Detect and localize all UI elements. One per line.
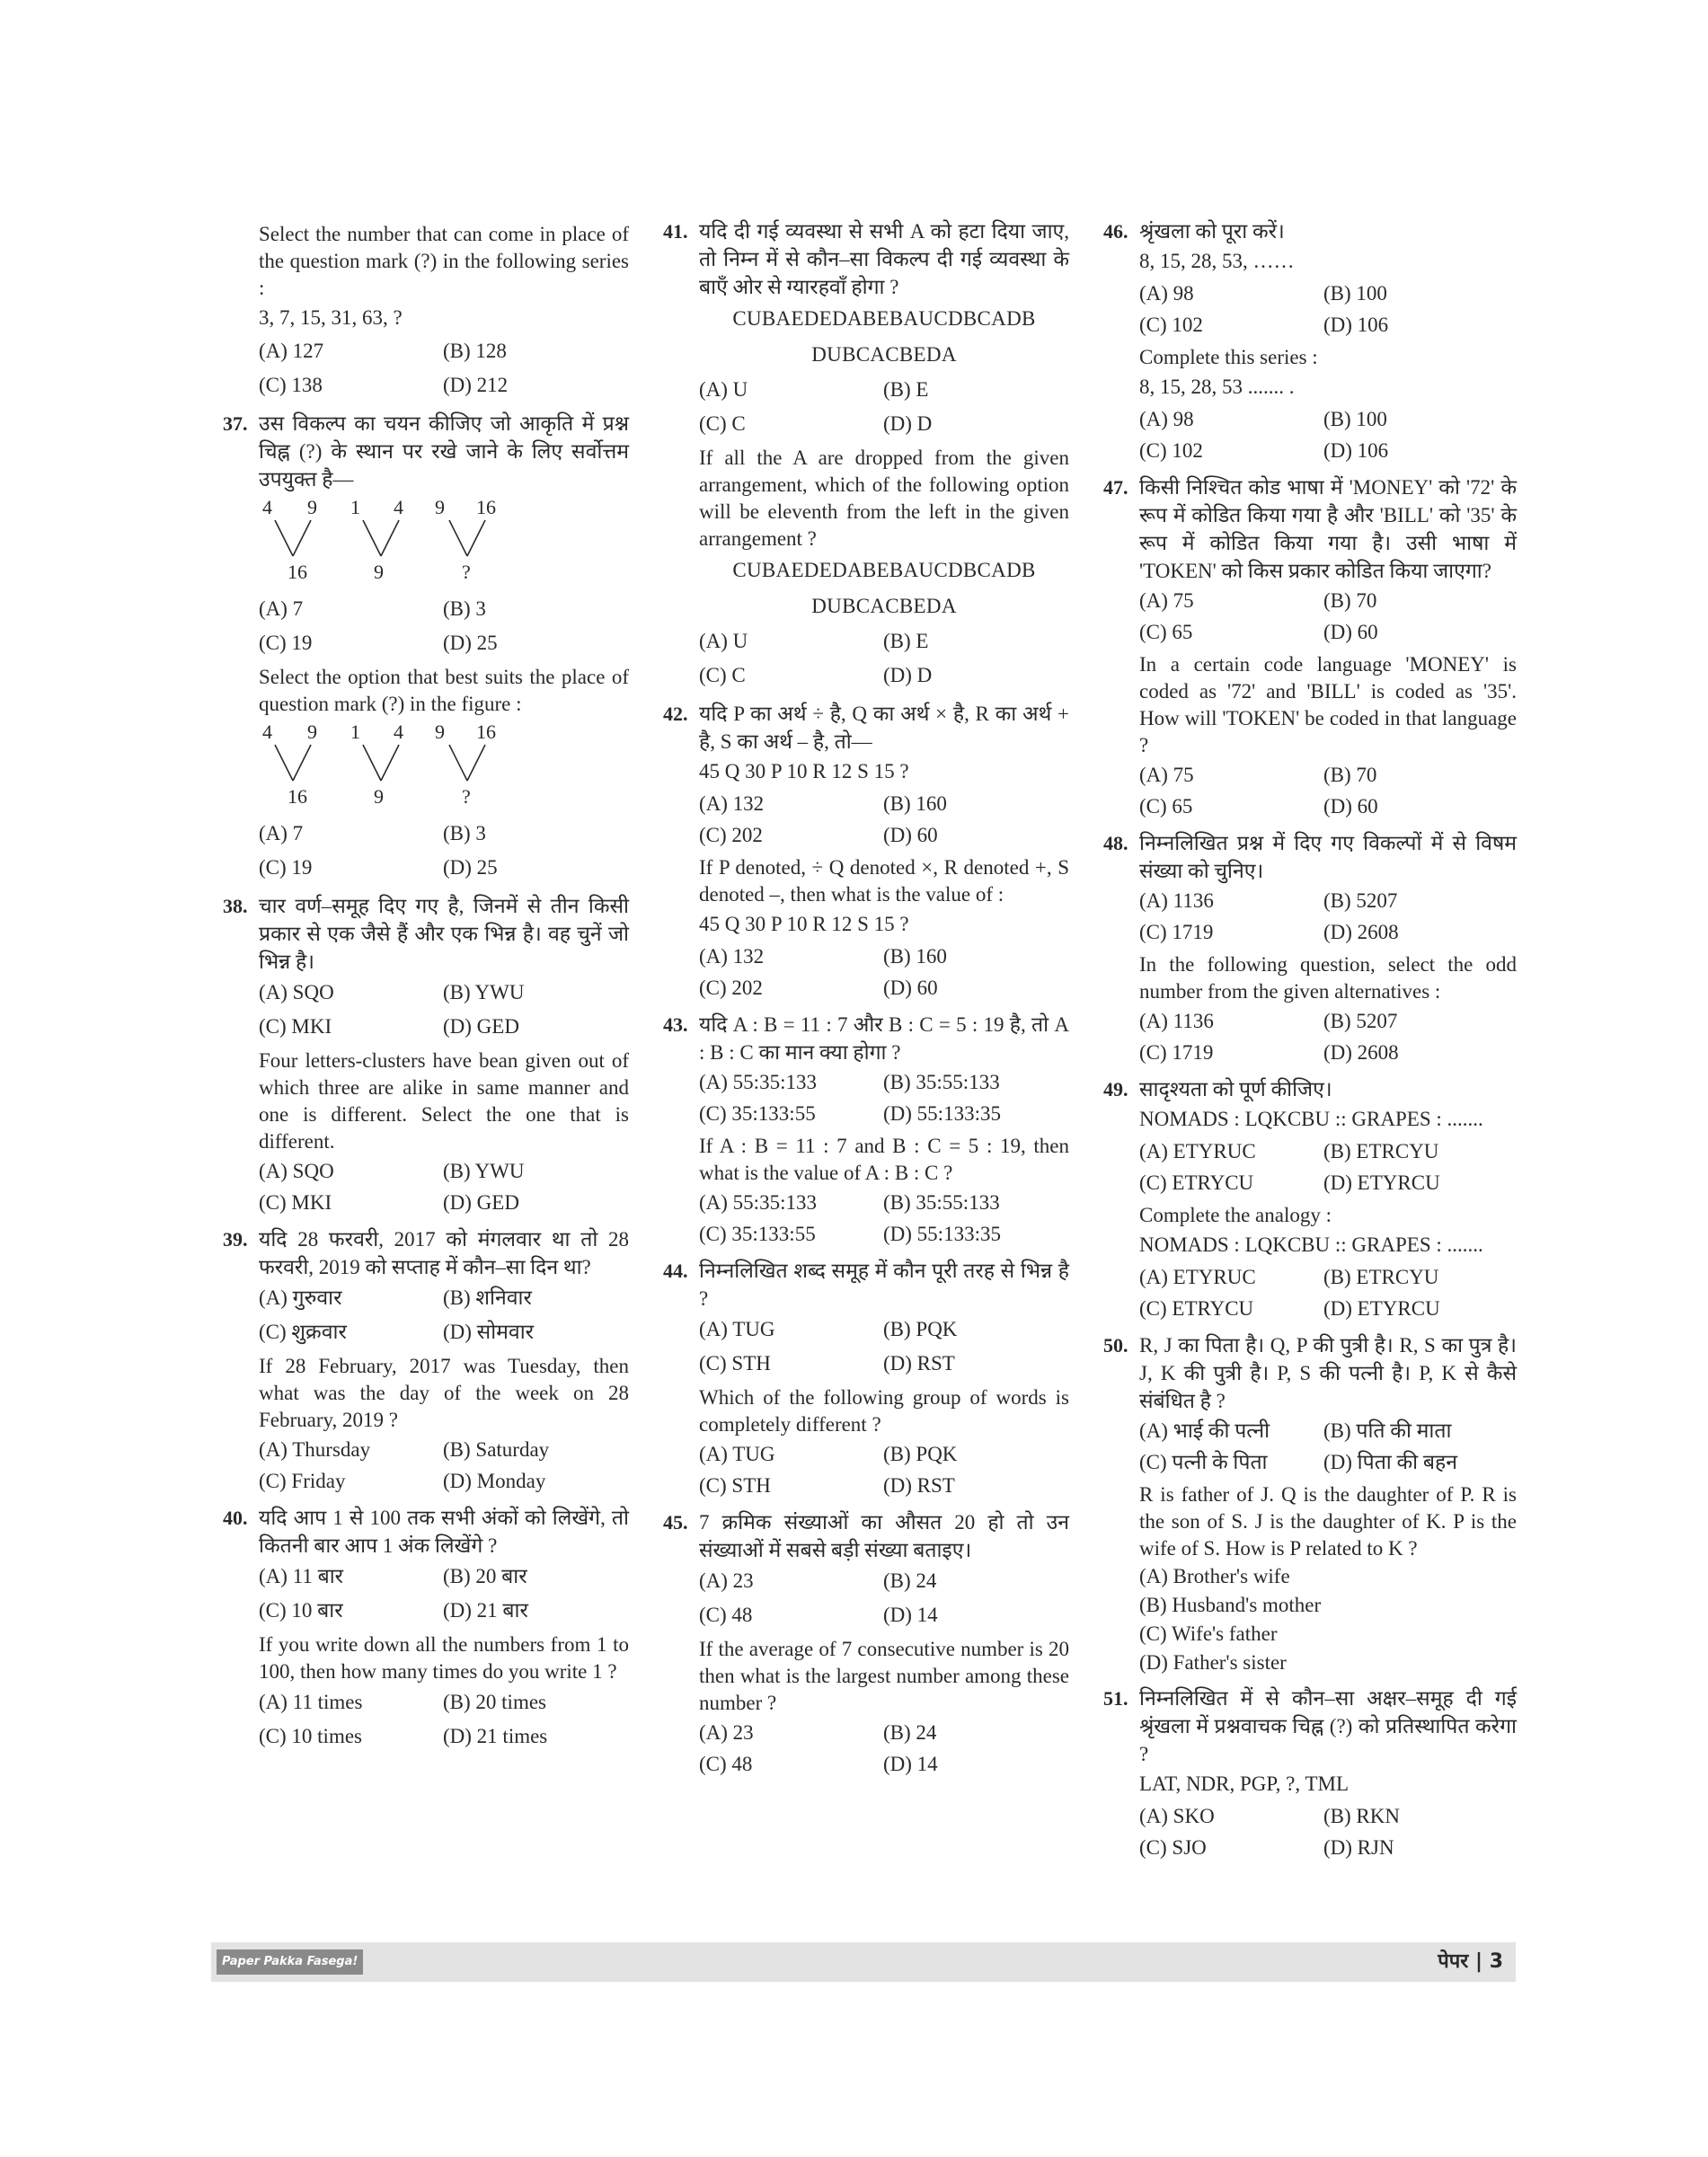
question-46-english: Complete this series : <box>1139 346 1318 368</box>
option-d: (D) 21 बार <box>443 1599 528 1622</box>
question-43 <box>663 1011 1069 1250</box>
option-c: (C) शुक्रवार <box>259 1321 347 1343</box>
option-d: (D) Monday <box>443 1470 546 1492</box>
option-d: (D) RST <box>883 1352 955 1375</box>
option-c: (C) 65 <box>1139 621 1193 643</box>
option-b: (B) RKN <box>1323 1805 1400 1827</box>
figure-number: 4 <box>394 720 403 743</box>
question-39-hindi: यदि 28 फरवरी, 2017 को मंगलवार था तो 28 फरवरी, 2019 को सप्ताह में कौन–सा दिन था? <box>259 1228 629 1278</box>
option-b: (B) 24 <box>883 1721 937 1744</box>
question-42-expression: 45 Q 30 P 10 R 12 S 15 ? <box>699 760 909 782</box>
v-line-1-1 <box>381 520 399 556</box>
option-c: (C) Friday <box>259 1470 346 1492</box>
question-50-english: R is father of J. Q is the daughter of P. R is the son of S. J is the daughter of K. P is the wife of S. How is P related to K ? <box>1139 1483 1517 1560</box>
question-41-number: 41. <box>663 220 688 243</box>
option-b: (B) पति की माता <box>1323 1419 1452 1442</box>
option-c: (C) 1719 <box>1139 1041 1214 1064</box>
figure-number: 1 <box>350 720 360 743</box>
option-d: (D) RJN <box>1323 1836 1394 1859</box>
question-49 <box>1103 1075 1517 1324</box>
option-d: (D) 60 <box>883 824 938 846</box>
question-42-hindi: यदि P का अर्थ ÷ है, Q का अर्थ × है, R का अर्थ + है, S का अर्थ – है, तो— <box>699 703 1069 753</box>
option-d: (D) सोमवार <box>443 1321 535 1343</box>
option-d: (D) पिता की बहन <box>1323 1451 1457 1473</box>
figure-number: 4 <box>394 496 403 518</box>
figure-number: 1 <box>350 496 360 518</box>
option-b: (B) E <box>883 378 929 401</box>
option-b: (B) 70 <box>1323 764 1377 786</box>
question-46-options-2 <box>1139 403 1517 466</box>
option-c: (C) 65 <box>1139 795 1193 818</box>
question-47-hindi: किसी निश्चित कोड भाषा में 'MONEY' को '72' के रूप में कोडित किया गया है और 'BILL' को '35' के रूप में कोडित किया गया है। उसी भाषा में 'TOKEN' को किस प्रकार कोडित किया जाएगा? <box>1139 476 1517 582</box>
option-d: (D) 55:133:35 <box>883 1223 1001 1245</box>
option-a: (A) 23 <box>699 1721 754 1744</box>
v-line-1-1 <box>381 745 399 781</box>
option-a: (A) 1136 <box>1139 1010 1214 1032</box>
question-49-english: Complete the analogy : <box>1139 1204 1332 1226</box>
option-a: (A) U <box>699 630 748 652</box>
v-line-2-0 <box>449 745 467 781</box>
question-41-options <box>699 373 1069 441</box>
question-36-options <box>259 334 629 402</box>
option-d: (D) 60 <box>1323 795 1378 818</box>
question-43-english: If A : B = 11 : 7 and B : C = 5 : 19, then what is the value of A : B : C ? <box>699 1135 1069 1184</box>
question-37-number: 37. <box>223 412 248 435</box>
question-48-options <box>1139 885 1517 948</box>
option-a: (A) ETYRUC <box>1139 1266 1256 1288</box>
option-c: (C) ETRYCU <box>1139 1297 1254 1320</box>
option-d: (D) 25 <box>443 632 498 654</box>
option-b: (B) 100 <box>1323 408 1387 430</box>
option-b: (B) 128 <box>443 340 507 362</box>
option-b: (B) YWU <box>443 981 525 1003</box>
option-a: (A) U <box>699 378 748 401</box>
option-a: (A) 98 <box>1139 282 1194 305</box>
option-a: (A) ETYRUC <box>1139 1140 1256 1162</box>
question-42-options-2 <box>699 941 1069 1003</box>
option-a: (A) 132 <box>699 945 765 968</box>
question-44-options <box>699 1313 1069 1381</box>
figure-number: 16 <box>288 785 307 808</box>
question-44-hindi: निम्नलिखित शब्द समूह में कौन पूरी तरह से भिन्न है ? <box>699 1260 1069 1310</box>
question-40-options <box>259 1560 629 1628</box>
option-c: (C) 202 <box>699 977 763 999</box>
option-a: (A) TUG <box>699 1443 775 1465</box>
question-47 <box>1103 473 1517 822</box>
option-c: (C) 102 <box>1139 439 1203 462</box>
question-51-options <box>1139 1800 1517 1863</box>
option-d: (D) 60 <box>883 977 938 999</box>
question-39-options-2 <box>259 1434 629 1497</box>
figure-number: 16 <box>476 496 496 518</box>
question-47-number: 47. <box>1103 476 1128 499</box>
option-c: (C) C <box>699 412 746 435</box>
question-41-sequence: CUBAEDEDABEBAUCDBCADB <box>732 307 1036 330</box>
page-num-value: 3 <box>1489 1950 1503 1973</box>
question-42 <box>663 700 1069 1003</box>
v-line-0-1 <box>293 520 311 556</box>
option-b: (B) 100 <box>1323 282 1387 305</box>
question-36 <box>223 221 629 402</box>
figure-number: 9 <box>374 561 384 583</box>
question-42-options <box>699 788 1069 851</box>
question-39 <box>223 1225 629 1497</box>
question-45-hindi: 7 क्रमिक संख्याओं का औसत 20 हो तो उन संख्याओं में सबसे बड़ी संख्या बताइए। <box>699 1511 1069 1561</box>
question-46-options <box>1139 278 1517 340</box>
question-41 <box>663 217 1069 693</box>
figure-number: 9 <box>435 720 445 743</box>
page-number <box>1438 1942 1503 1982</box>
option-c: (C) 35:133:55 <box>699 1223 816 1245</box>
question-50-options-2 <box>1139 1562 1517 1677</box>
question-42-expression-2: 45 Q 30 P 10 R 12 S 15 ? <box>699 913 909 935</box>
question-40-english: If you write down all the numbers from 1 to 100, then how many times do you write 1 ? <box>259 1633 629 1683</box>
question-45-options <box>699 1564 1069 1632</box>
option-a: (A) 98 <box>1139 408 1194 430</box>
option-a: (A) SQO <box>259 981 334 1003</box>
question-38-options <box>259 976 629 1044</box>
option-d: (D) 14 <box>883 1753 938 1775</box>
option-d: (D) 212 <box>443 374 509 396</box>
option-b: (B) 3 <box>443 597 486 620</box>
question-41-english: If all the A are dropped from the given arrangement, which of the following option will be eleventh from the left in the given arrangement ? <box>699 446 1069 550</box>
figure-number: 9 <box>435 496 445 518</box>
option-b: (B) 35:55:133 <box>883 1191 1000 1214</box>
question-39-options <box>259 1281 629 1349</box>
option-b: (B) 5207 <box>1323 1010 1398 1032</box>
option-b: (B) 160 <box>883 792 947 815</box>
question-48-number: 48. <box>1103 832 1128 854</box>
option-a: (A) Thursday <box>259 1438 371 1461</box>
v-line-2-1 <box>467 520 485 556</box>
option-b: (B) Saturday <box>443 1438 550 1461</box>
question-37-figure <box>262 497 496 587</box>
option-b: (B) 70 <box>1323 589 1377 612</box>
figure-number: 9 <box>374 785 384 808</box>
figure-number: 4 <box>262 720 272 743</box>
option-c: (C) पत्नी के पिता <box>1139 1451 1268 1473</box>
option-b: (B) शनिवार <box>443 1286 532 1309</box>
question-40-hindi: यदि आप 1 से 100 तक सभी अंकों को लिखेंगे, तो कितनी बार आप 1 अंक लिखेंगे ? <box>259 1507 629 1557</box>
option-b: (B) 24 <box>883 1569 937 1592</box>
question-47-options <box>1139 585 1517 648</box>
option-d: (D) 106 <box>1323 439 1389 462</box>
question-41-sequence-2: DUBCACBEDA <box>811 343 957 366</box>
question-41-sequence-4: DUBCACBEDA <box>811 595 957 617</box>
option-c: (C) 19 <box>259 632 313 654</box>
option-b: (B) 3 <box>443 822 486 844</box>
question-37-options-2 <box>259 817 629 885</box>
option-a: (A) 132 <box>699 792 765 815</box>
v-line-0-0 <box>275 520 293 556</box>
option-b: (B) PQK <box>883 1443 958 1465</box>
question-49-analogy: NOMADS : LQKCBU :: GRAPES : ....... <box>1139 1108 1483 1130</box>
question-48 <box>1103 829 1517 1068</box>
question-38-options-2 <box>259 1155 629 1218</box>
option-a: (A) Brother's wife <box>1139 1565 1290 1587</box>
question-48-options-2 <box>1139 1005 1517 1068</box>
option-a: (A) 7 <box>259 822 304 844</box>
option-c: (C) C <box>699 664 746 686</box>
option-c: (C) 35:133:55 <box>699 1102 816 1125</box>
question-46-hindi: श्रृंखला को पूरा करें। <box>1139 220 1285 243</box>
option-c: (C) 48 <box>699 1604 753 1626</box>
figure-number: 9 <box>307 496 317 518</box>
question-47-options-2 <box>1139 759 1517 822</box>
question-36-english: Select the number that can come in place of the question mark (?) in the following series : <box>259 223 629 299</box>
option-b: (B) ETRCYU <box>1323 1266 1439 1288</box>
question-38 <box>223 892 629 1218</box>
option-a: (A) भाई की पत्नी <box>1139 1419 1270 1442</box>
question-49-hindi: सादृश्यता को पूर्ण कीजिए। <box>1139 1078 1332 1101</box>
option-d: (D) 25 <box>443 856 498 879</box>
question-45 <box>663 1508 1069 1780</box>
option-d: (D) ETYRCU <box>1323 1171 1440 1194</box>
option-a: (A) 55:35:133 <box>699 1071 817 1093</box>
option-a: (A) 127 <box>259 340 324 362</box>
option-b: (B) 20 times <box>443 1691 546 1713</box>
figure-number: ? <box>462 785 471 808</box>
v-line-2-0 <box>449 520 467 556</box>
question-38-english: Four letters-clusters have bean given out of which three are alike in same manner and one is different. Select the one that is different. <box>259 1049 629 1153</box>
option-a: (A) SKO <box>1139 1805 1215 1827</box>
option-a: (A) 23 <box>699 1569 754 1592</box>
figure-number: 4 <box>262 496 272 518</box>
figure-number: 16 <box>476 720 496 743</box>
question-44-options-2 <box>699 1438 1069 1501</box>
question-37-options <box>259 592 629 660</box>
option-c: (C) 19 <box>259 856 313 879</box>
option-d: (D) 21 times <box>443 1725 548 1747</box>
question-51-number: 51. <box>1103 1687 1128 1710</box>
option-b: (B) 20 बार <box>443 1565 527 1587</box>
question-50-hindi: R, J का पिता है। Q, P की पुत्री है। R, S का पुत्र है। J, K की पुत्री है। P, S की पत्नी है। P, K से कैसे संबंधित है ? <box>1139 1334 1517 1412</box>
question-38-hindi: चार वर्ण–समूह दिए गए है, जिनमें से तीन किसी प्रकार से एक जैसे हैं और एक भिन्न है। वह चुनें जो भिन्न है। <box>259 895 629 973</box>
option-c: (C) MKI <box>259 1191 332 1214</box>
question-49-options <box>1139 1136 1517 1198</box>
option-c: (C) 202 <box>699 824 763 846</box>
question-37-english: Select the option that best suits the place of question mark (?) in the figure : <box>259 666 629 715</box>
option-c: (C) 10 बार <box>259 1599 343 1622</box>
option-a: (A) 55:35:133 <box>699 1191 817 1214</box>
question-51-hindi: निम्नलिखित में से कौन–सा अक्षर–समूह दी गई श्रृंखला में प्रश्नवाचक चिह्न (?) को प्रतिस्थापित करेगा ? <box>1139 1687 1517 1765</box>
v-line-1-0 <box>363 520 381 556</box>
option-a: (A) 7 <box>259 597 304 620</box>
page-separator: | <box>1474 1950 1483 1973</box>
option-a: (A) 75 <box>1139 764 1194 786</box>
option-a: (A) SQO <box>259 1160 334 1182</box>
option-c: (C) 138 <box>259 374 323 396</box>
question-42-english: If P denoted, ÷ Q denoted ×, R denoted +, S denoted –, then what is the value of : <box>699 856 1069 906</box>
figure-number: ? <box>462 561 471 583</box>
question-38-number: 38. <box>223 895 248 917</box>
option-b: (B) YWU <box>443 1160 525 1182</box>
question-45-options-2 <box>699 1717 1069 1780</box>
option-d: (D) GED <box>443 1191 519 1214</box>
question-39-english: If 28 February, 2017 was Tuesday, then what was the day of the week on 28 February, 2019 ? <box>259 1355 629 1431</box>
question-47-english: In a certain code language 'MONEY' is coded as '72' and 'BILL' is coded as '35'. How will 'TOKEN' be coded in that language ? <box>1139 653 1517 756</box>
question-43-options <box>699 1066 1069 1129</box>
option-a: (A) TUG <box>699 1318 775 1340</box>
question-49-number: 49. <box>1103 1078 1128 1101</box>
v-line-0-0 <box>275 745 293 781</box>
option-d: (D) Father's sister <box>1139 1651 1287 1674</box>
option-d: (D) GED <box>443 1015 519 1038</box>
question-37-hindi: उस विकल्प का चयन कीजिए जो आकृति में प्रश्न चिह्न (?) के स्थान पर रखे जाने के लिए सर्वोत्तम उपयुक्त है— <box>259 412 629 491</box>
question-46 <box>1103 217 1517 466</box>
option-d: (D) 2608 <box>1323 921 1399 943</box>
option-a: (A) 1136 <box>1139 889 1214 912</box>
question-36-series: 3, 7, 15, 31, 63, ? <box>259 306 403 329</box>
question-39-number: 39. <box>223 1228 248 1251</box>
option-b: (B) Husband's mother <box>1139 1594 1322 1616</box>
option-d: (D) 55:133:35 <box>883 1102 1001 1125</box>
figure-number: 9 <box>307 720 317 743</box>
question-45-english: If the average of 7 consecutive number is 20 then what is the largest number among these number ? <box>699 1638 1069 1714</box>
option-d: (D) ETYRCU <box>1323 1297 1440 1320</box>
option-d: (D) 106 <box>1323 314 1389 336</box>
option-a: (A) 75 <box>1139 589 1194 612</box>
option-b: (B) E <box>883 630 929 652</box>
column-1 <box>223 217 629 1761</box>
option-a: (A) 11 बार <box>259 1565 344 1587</box>
brand-badge: Paper Pakka Fasega! <box>217 1949 363 1975</box>
option-d: (D) 14 <box>883 1604 938 1626</box>
question-41-options-2 <box>699 624 1069 693</box>
column-3 <box>1103 217 1517 1870</box>
question-49-analogy-2: NOMADS : LQKCBU :: GRAPES : ....... <box>1139 1233 1483 1256</box>
question-43-number: 43. <box>663 1013 688 1036</box>
option-b: (B) 35:55:133 <box>883 1071 1000 1093</box>
question-48-hindi: निम्नलिखित प्रश्न में दिए गए विकल्पों में से विषम संख्या को चुनिए। <box>1139 832 1517 882</box>
question-50-options <box>1139 1415 1517 1478</box>
option-a: (A) गुरुवार <box>259 1286 342 1309</box>
question-43-hindi: यदि A : B = 11 : 7 और B : C = 5 : 19 है, तो A : B : C का मान क्या होगा ? <box>699 1013 1069 1064</box>
column-2 <box>663 217 1069 1787</box>
page-label: पेपर <box>1438 1950 1469 1973</box>
option-c: (C) 10 times <box>259 1725 362 1747</box>
v-line-2-1 <box>467 745 485 781</box>
option-c: (C) ETRYCU <box>1139 1171 1254 1194</box>
question-41-sequence-3: CUBAEDEDABEBAUCDBCADB <box>732 559 1036 581</box>
v-line-1-0 <box>363 745 381 781</box>
question-41-hindi: यदि दी गई व्यवस्था से सभी A को हटा दिया जाए, तो निम्न में से कौन–सा विकल्प दी गई व्यवस्था के बाएँ ओर से ग्यारहवाँ होगा ? <box>699 220 1069 298</box>
option-d: (D) D <box>883 664 933 686</box>
question-43-options-2 <box>699 1187 1069 1250</box>
option-c: (C) 1719 <box>1139 921 1214 943</box>
question-44-number: 44. <box>663 1260 688 1282</box>
question-37-figure-2 <box>262 721 496 811</box>
question-48-english: In the following question, select the odd number from the given alternatives : <box>1139 953 1517 1003</box>
question-37 <box>223 410 629 885</box>
option-c: (C) Wife's father <box>1139 1622 1278 1645</box>
question-45-number: 45. <box>663 1511 688 1534</box>
question-40-number: 40. <box>223 1507 248 1529</box>
figure-number: 16 <box>288 561 307 583</box>
option-c: (C) STH <box>699 1474 771 1497</box>
option-a: (A) 11 times <box>259 1691 363 1713</box>
question-44-english: Which of the following group of words is completely different ? <box>699 1386 1069 1436</box>
option-c: (C) SJO <box>1139 1836 1207 1859</box>
question-46-number: 46. <box>1103 220 1128 243</box>
question-51 <box>1103 1684 1517 1863</box>
option-b: (B) 5207 <box>1323 889 1398 912</box>
question-46-series-2: 8, 15, 28, 53 ....... . <box>1139 376 1295 398</box>
question-46-series: 8, 15, 28, 53, …… <box>1139 250 1295 272</box>
option-c: (C) MKI <box>259 1015 332 1038</box>
question-40-options-2 <box>259 1685 629 1754</box>
option-c: (C) STH <box>699 1352 771 1375</box>
option-b: (B) PQK <box>883 1318 958 1340</box>
question-51-series: LAT, NDR, PGP, ?, TML <box>1139 1772 1349 1795</box>
question-49-options-2 <box>1139 1261 1517 1324</box>
option-b: (B) 160 <box>883 945 947 968</box>
option-d: (D) 60 <box>1323 621 1378 643</box>
v-line-0-1 <box>293 745 311 781</box>
question-44 <box>663 1257 1069 1501</box>
question-40 <box>223 1504 629 1754</box>
option-d: (D) D <box>883 412 933 435</box>
page-footer <box>211 1942 1516 1982</box>
option-b: (B) ETRCYU <box>1323 1140 1439 1162</box>
question-50-number: 50. <box>1103 1334 1128 1357</box>
option-c: (C) 102 <box>1139 314 1203 336</box>
option-c: (C) 48 <box>699 1753 753 1775</box>
option-d: (D) RST <box>883 1474 955 1497</box>
option-d: (D) 2608 <box>1323 1041 1399 1064</box>
question-50 <box>1103 1331 1517 1677</box>
question-42-number: 42. <box>663 703 688 725</box>
